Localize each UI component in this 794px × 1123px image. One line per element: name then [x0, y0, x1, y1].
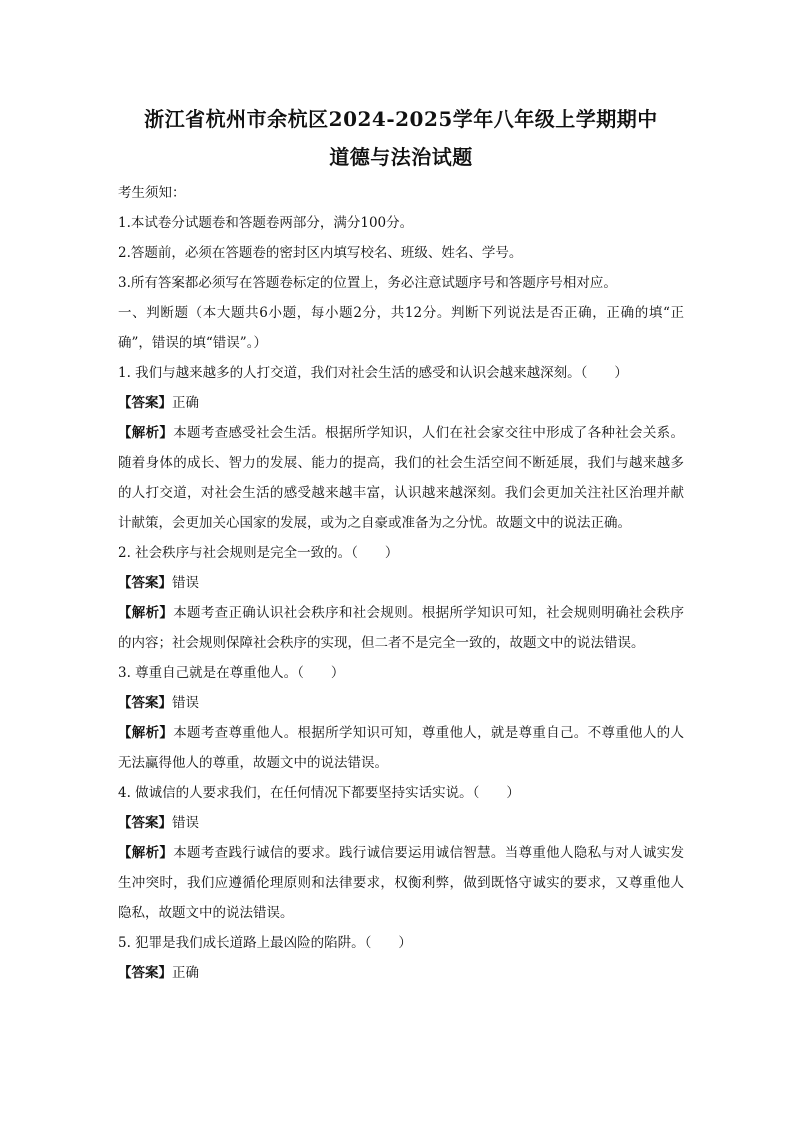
- answer-value-5: 正确: [172, 965, 199, 981]
- answer-label: 【答案】: [118, 815, 172, 831]
- answer-1: [118, 388, 684, 418]
- analysis-label: 【解析】: [118, 425, 174, 441]
- question-stem-5: 5. 犯罪是我们成长道路上最凶险的陷阱。（ ）: [118, 935, 412, 951]
- answer-value-1: 正确: [172, 395, 199, 411]
- analysis-label: 【解析】: [118, 845, 174, 861]
- answer-label: 【答案】: [118, 395, 172, 411]
- notice-item-3: 3.所有答案都必须写在答题卷标定的位置上，务必注意试题序号和答题序号相对应。: [118, 275, 617, 291]
- notice-item-1: 1.本试卷分试题卷和答题卷两部分，满分100分。: [118, 215, 414, 231]
- notice-item-2: 2.答题前，必须在答题卷的密封区内填写校名、班级、姓名、学号。: [118, 245, 523, 261]
- document-subtitle: 道德与法治试题: [329, 145, 473, 169]
- question-stem-4: 4. 做诚信的人要求我们，在任何情况下都要坚持实话实说。（ ）: [118, 785, 520, 801]
- analysis-text-3: 本题考查尊重他人。根据所学知识可知，尊重他人，就是尊重自己。不尊重他人的人无法赢得他人的尊重，故题文中的说法错误。: [118, 725, 684, 771]
- answer-4: [118, 808, 684, 838]
- question-stem-2: 2. 社会秩序与社会规则是完全一致的。（ ）: [118, 545, 399, 561]
- analysis-text-1: 本题考查感受社会生活。根据所学知识，人们在社会家交往中形成了各种社会关系。随着身体的成长、智力的发展、能力的提高，我们的社会生活空间不断延展，我们与越来越多的人打交道，对社会生活的感受越来越丰富，认识越来越深刻。我们会更加关注社区治理并献计献策，会更加关心国家的发展，或为之自豪或准备为之分忧。故题文中的说法正确。: [118, 425, 684, 531]
- question-stem-1: 1. 我们与越来越多的人打交道，我们对社会生活的感受和认识会越来越深刻。（ ）: [118, 365, 628, 381]
- analysis-2: [118, 598, 684, 658]
- analysis-text-4: 本题考查践行诚信的要求。践行诚信要运用诚信智慧。当尊重他人隐私与对人诚实发生冲突时，我们应遵循伦理原则和法律要求，权衡利弊，做到既恪守诚实的要求，又尊重他人隐私，故题文中的说法错误。: [118, 845, 684, 921]
- document-title: 浙江省杭州市余杭区2024-2025学年八年级上学期期中: [144, 107, 658, 131]
- answer-2: [118, 568, 684, 598]
- question-stem-3: 3. 尊重自己就是在尊重他人。（ ）: [118, 665, 345, 681]
- answer-value-4: 错误: [172, 815, 199, 831]
- analysis-text-2: 本题考查正确认识社会秩序和社会规则。根据所学知识可知，社会规则明确社会秩序的内容；社会规则保障社会秩序的实现，但二者不是完全一致的，故题文中的说法错误。: [118, 605, 684, 651]
- analysis-4: [118, 838, 684, 928]
- answer-5: [118, 958, 684, 988]
- notice-heading: 考生须知：: [118, 185, 186, 201]
- answer-label: 【答案】: [118, 695, 172, 711]
- answer-label: 【答案】: [118, 965, 172, 981]
- answer-value-3: 错误: [172, 695, 199, 711]
- answer-3: [118, 688, 684, 718]
- section-heading: 一、判断题（本大题共6小题，每小题2分，共12分。判断下列说法是否正确，正确的填“正确”，错误的填“错误”。）: [118, 305, 684, 351]
- analysis-label: 【解析】: [118, 605, 174, 621]
- analysis-3: [118, 718, 684, 778]
- analysis-label: 【解析】: [118, 725, 174, 741]
- analysis-1: [118, 418, 684, 538]
- answer-label: 【答案】: [118, 575, 172, 591]
- answer-value-2: 错误: [172, 575, 199, 591]
